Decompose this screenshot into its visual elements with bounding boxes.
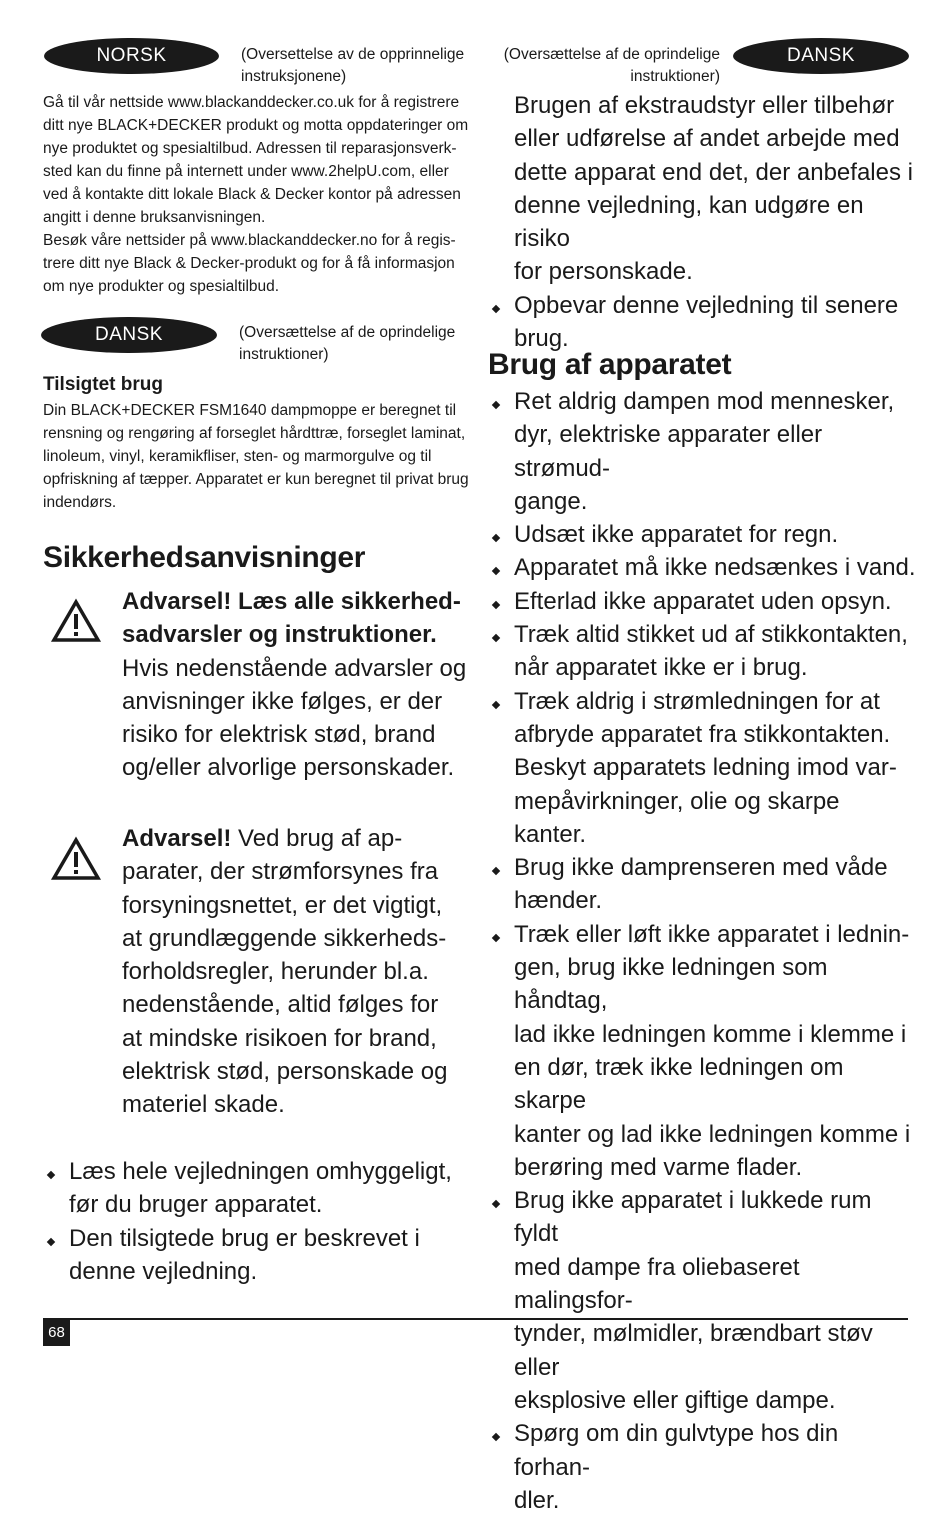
text-line: sted kan du finne på internett under www.2helpU.com, eller xyxy=(43,163,449,180)
text-line: Din BLACK+DECKER FSM1640 dampmoppe er beregnet til xyxy=(43,402,457,419)
lang-badge-label: DANSK xyxy=(95,324,163,345)
lang-badge-dansk xyxy=(41,317,217,353)
list-item: Træk altid stikket ud af stikkontakten, når apparatet ikke er i brug. xyxy=(488,618,918,685)
text-line: forsyningsnettet, er det vigtigt, xyxy=(122,891,443,919)
list-item: Spørg om din gulvtype hos din forhan- dler. xyxy=(488,1417,918,1517)
text-line: nye produktet og spesialtilbud. Adressen til reparasjonsverk- xyxy=(43,140,457,157)
lang-badge-label: DANSK xyxy=(787,45,855,66)
text-line: at grundlæggende sikkerheds- xyxy=(122,924,447,952)
text-line: nedenstående, altid følges for xyxy=(122,991,439,1019)
warning-block-2 xyxy=(122,822,472,1122)
left-bullet-list xyxy=(43,1155,473,1288)
text-line: Besøk våre nettsider på www.blackanddecker.no for å regis- xyxy=(43,232,456,249)
text-line: risiko for elektrisk stød, brand xyxy=(122,721,436,749)
lang-badge-dansk xyxy=(733,38,909,74)
lang-badge-norsk xyxy=(44,38,219,74)
list-item: Den tilsigtede brug er beskrevet i denne vejledning. xyxy=(43,1222,473,1289)
text-line: rensning og rengøring af forseglet hårdttræ, forseglet laminat, xyxy=(43,425,466,442)
text-line: dette apparat end det, der anbefales i xyxy=(514,158,913,186)
text-line: parater, der strømforsynes fra xyxy=(122,858,439,886)
list-item: Opbevar denne vejledning til senere brug. xyxy=(488,289,918,356)
list-item: Ret aldrig dampen mod mennesker, dyr, elektriske apparater eller strømud- gange. xyxy=(488,385,918,518)
text-line: ditt nye BLACK+DECKER produkt og motta oppdateringer om xyxy=(43,117,469,134)
text-line: Advarsel! Ved brug af ap- xyxy=(122,825,403,852)
continued-text xyxy=(488,89,918,355)
text-line: og/eller alvorlige personskader. xyxy=(122,754,455,782)
text-line: at mindske risikoen for brand, xyxy=(122,1024,437,1052)
lang-badge-label: NORSK xyxy=(96,45,167,66)
list-item: Apparatet må ikke nedsænkes i vand. xyxy=(488,551,918,584)
warning-title: Advarsel! xyxy=(122,825,232,852)
text-line: trere ditt nye Black & Decker-produkt og for å få informasjon xyxy=(43,255,455,272)
footer-divider xyxy=(43,1318,908,1320)
usage-heading: Brug af apparatet xyxy=(488,348,732,381)
list-item: Træk aldrig i strømledningen for at afbryde apparatet fra stikkontakten. Beskyt apparatets ledning imod var- mepåvirkninger, olie og skarpe kanter. xyxy=(488,685,918,851)
intended-use-heading: Tilsigtet brug xyxy=(43,374,163,395)
list-item: Udsæt ikke apparatet for regn. xyxy=(488,518,918,551)
list-item: Læs hele vejledningen omhyggeligt, før du bruger apparatet. xyxy=(43,1155,473,1222)
text-line: for personskade. xyxy=(514,258,693,286)
page-number: 68 xyxy=(43,1320,70,1346)
warning-icon xyxy=(50,598,102,644)
warning-title: Advarsel! Læs alle sikkerhed- xyxy=(122,588,461,615)
warning-icon xyxy=(50,836,102,882)
safety-heading: Sikkerhedsanvisninger xyxy=(43,541,366,574)
list-item: Brug ikke apparatet i lukkede rum fyldt med dampe fra oliebaseret malingsfor- tynder, mølmidler, brændbart støv eller eksplosive eller giftige dampe. xyxy=(488,1184,918,1417)
norsk-body xyxy=(43,91,483,298)
text-line: om nye produkter og spesialtilbud. xyxy=(43,278,280,295)
list-item: Brug ikke damprenseren med våde hænder. xyxy=(488,851,918,918)
text-line: forholdsregler, herunder bl.a. xyxy=(122,958,429,986)
text-line: anvisninger ikke følges, er der xyxy=(122,687,443,715)
text-line: ved å kontakte ditt lokale Black & Decker kontor på adressen xyxy=(43,186,461,203)
text-line: denne vejledning, kan udgøre en risiko xyxy=(514,191,864,253)
usage-bullet-list xyxy=(488,385,918,1517)
warning-block-1 xyxy=(122,585,472,785)
text-line: materiel skade. xyxy=(122,1091,285,1119)
text-line: Hvis nedenstående advarsler og xyxy=(122,654,467,682)
text-line: opfriskning af tæpper. Apparatet er kun beregnet til privat brug xyxy=(43,471,469,488)
translation-note: (Oversættelse af de oprindelige instruktioner) xyxy=(239,324,456,363)
translation-note: (Oversettelse av de opprinnelige instruksjonene) xyxy=(241,46,465,85)
intended-use-body xyxy=(43,399,483,514)
list-item: Efterlad ikke apparatet uden opsyn. xyxy=(488,585,918,618)
text-line: linoleum, vinyl, keramikfliser, sten- og marmorgulve og til xyxy=(43,448,432,465)
text-line: indendørs. xyxy=(43,494,117,511)
warning-title: sadvarsler og instruktioner. xyxy=(122,621,437,649)
translation-note: (Oversættelse af de oprindelige instruktioner) xyxy=(503,46,720,85)
list-item: Træk eller løft ikke apparatet i lednin- gen, brug ikke ledningen som håndtag, lad ikke ledningen komme i klemme i en dør, træk ikke ledningen om skarpe kanter og lad ikke ledningen komme i berøring med varme flader. xyxy=(488,918,918,1184)
text-line: angitt i denne bruksanvisningen. xyxy=(43,209,266,226)
text-line: elektrisk stød, personskade og xyxy=(122,1058,448,1086)
text-line: Gå til vår nettside www.blackanddecker.co.uk for å registrere xyxy=(43,94,460,111)
text-line: Brugen af ekstraudstyr eller tilbehør xyxy=(514,92,895,119)
text-line: eller udførelse af andet arbejde med xyxy=(514,125,900,153)
